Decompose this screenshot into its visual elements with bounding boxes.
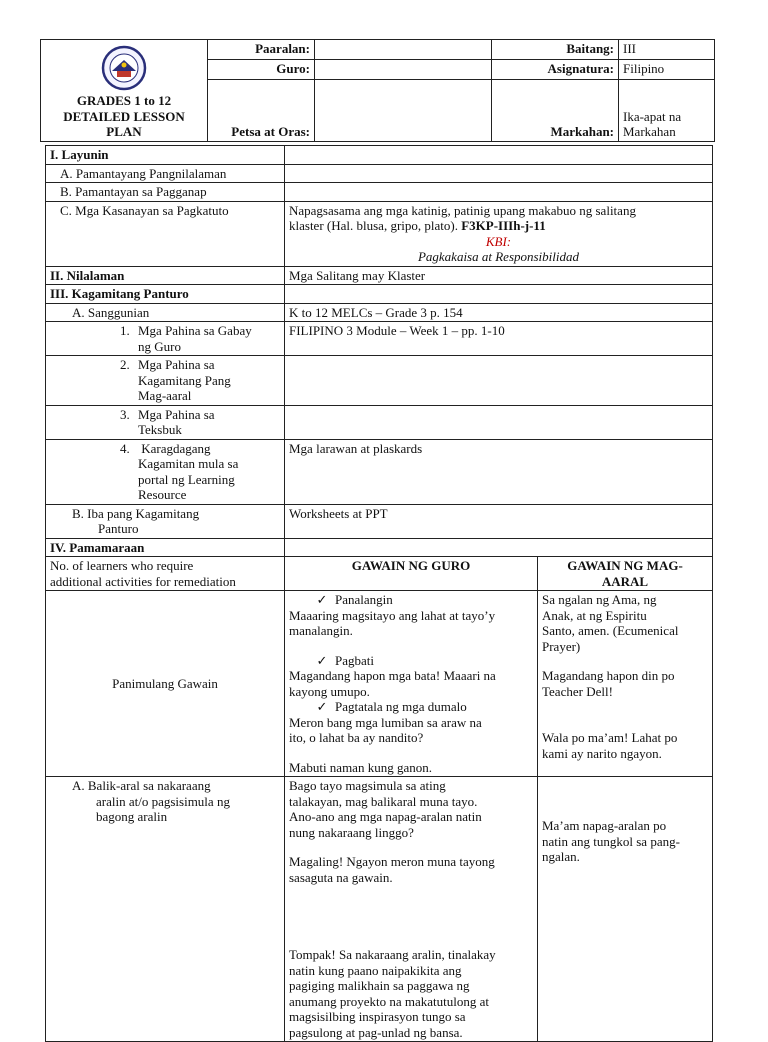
lesson-table — [45, 145, 713, 1042]
remediation-line-1: No. of learners who require — [50, 558, 194, 573]
guro-column-heading: GAWAIN NG GURO — [285, 557, 538, 591]
pagtatala-label: Pagtatala ng mga dumalo — [335, 699, 467, 714]
item-line: Mag-aaral — [138, 388, 192, 403]
kasanayan-row — [46, 201, 713, 266]
guro-value[interactable] — [315, 59, 492, 79]
iba-pang-line-1: B. Iba pang Kagamitang — [72, 505, 200, 521]
petsa-label: Petsa at Oras: — [208, 79, 315, 141]
kagamitan-heading-value — [285, 285, 713, 304]
kagamitan-heading: III. Kagamitang Panturo — [46, 285, 285, 304]
kbi-label: KBI: — [485, 233, 512, 249]
kagamitan-heading-row — [46, 285, 713, 304]
teacher-p3-1: Tompak! Sa nakaraang aralin, tinalakay — [289, 947, 496, 962]
panalangin-label: Panalangin — [335, 592, 393, 607]
kasanayan-line-1: Napagsasama ang mga katinig, patinig upang makabuo ng salitang — [289, 202, 636, 218]
teacher-p3-3: pagiging malikhain sa paggawa ng — [289, 978, 470, 993]
kasanayan-label: C. Mga Kasanayan sa Pagkatuto — [46, 201, 285, 266]
panalangin-line-2: manalangin. — [289, 623, 353, 638]
panimula-student — [538, 591, 713, 777]
student-attendance-2: kami ay narito ngayon. — [542, 745, 662, 761]
panalangin-line-1: Maaaring magsitayo ang lahat at tayo’y — [289, 607, 496, 623]
pagbati-line-2: kayong umupo. — [289, 683, 370, 699]
teacher-p3-6: pagsulong at pag-unlad ng bansa. — [289, 1024, 463, 1040]
mabuti-line: Mabuti naman kung ganon. — [289, 759, 432, 775]
pamamaraan-heading-row — [46, 538, 713, 557]
header-table — [40, 39, 715, 142]
title-line-1: GRADES 1 to 12 — [76, 93, 172, 108]
teacher-p3-4: anumang proyekto na makatutulong at — [289, 993, 490, 1009]
iba-pang-value: Worksheets at PPT — [285, 504, 713, 538]
teacher-p1-4: nung nakaraang linggo? — [289, 824, 414, 840]
student-prayer-3: Santo, amen. (Ecumenical — [542, 623, 679, 638]
balik-line-2: aralin at/o pagsisimula ng — [96, 793, 230, 809]
student-prayer-2: Anak, at ng Espiritu — [542, 607, 647, 623]
kagamitan-item-2-label — [46, 356, 285, 406]
iba-pang-line-2: Panturo — [98, 521, 139, 536]
teacher-p3-5: magsisilbing inspirasyon tungo sa — [289, 1009, 466, 1024]
column-heading-row — [46, 557, 713, 591]
kagamitan-item-4-value: Mga larawan at plaskards — [285, 439, 713, 504]
item-line: Teksbuk — [138, 422, 182, 437]
balik-line-1: A. Balik-aral sa nakaraang — [72, 778, 211, 793]
kagamitan-item-row — [46, 322, 713, 356]
kagamitan-item-1-label — [46, 322, 285, 356]
iba-pang-label — [46, 504, 285, 538]
item-line: portal ng Learning — [138, 471, 235, 487]
guro-label: Guro: — [208, 59, 315, 79]
nilalaman-heading: II. Nilalaman — [46, 266, 285, 285]
paaralan-label: Paaralan: — [208, 40, 315, 60]
remediation-line-2: additional activities for remediation — [50, 573, 236, 589]
title-line-2: DETAILED LESSON — [63, 108, 185, 124]
remediation-label — [46, 557, 285, 591]
pagbati-line-1: Magandang hapon mga bata! Maaari na — [289, 668, 496, 683]
pamantayang-value[interactable] — [285, 164, 713, 183]
item-number: 4. — [120, 440, 130, 456]
item-number: 1. — [120, 323, 130, 338]
balik-line-3: bagong aralin — [96, 809, 168, 824]
item-line: Karagdagang — [138, 440, 211, 456]
baitang-value[interactable]: III — [619, 40, 715, 60]
teacher-p1-2: talakayan, mag balikaral muna tayo. — [289, 793, 478, 809]
deped-seal-icon — [98, 45, 150, 91]
markahan-label: Markahan: — [492, 79, 619, 141]
petsa-value[interactable] — [315, 79, 492, 141]
kagamitan-item-row — [46, 356, 713, 406]
student-p1-1: Ma’am napag-aralan po — [542, 818, 667, 833]
nilalaman-value: Mga Salitang may Klaster — [285, 266, 713, 285]
pagganap-label: B. Pamantayan sa Pagganap — [46, 183, 285, 202]
asignatura-value[interactable]: Filipino — [619, 59, 715, 79]
sanggunian-value: K to 12 MELCs – Grade 3 p. 154 — [285, 303, 713, 322]
title-line-3: PLAN — [106, 124, 142, 139]
student-prayer-4: Prayer) — [542, 638, 581, 654]
markahan-line-2: Markahan — [623, 124, 676, 139]
kagamitan-item-2-value[interactable] — [285, 356, 713, 406]
balik-aral-student — [538, 777, 713, 1042]
layunin-heading-value — [285, 146, 713, 165]
student-p1-3: ngalan. — [542, 849, 580, 864]
item-line: Mga Pahina sa Gabay — [138, 323, 252, 338]
check-icon: ✓ — [316, 592, 328, 607]
kagamitan-item-row — [46, 439, 713, 504]
item-line: Mga Pahina sa — [138, 406, 215, 422]
kagamitan-item-4-label — [46, 439, 285, 504]
balik-aral-teacher — [285, 777, 538, 1042]
student-greeting-2: Teacher Dell! — [542, 683, 613, 699]
kagamitan-item-3-label — [46, 405, 285, 439]
check-icon: ✓ — [316, 652, 328, 668]
teacher-p1-3: Ano-ano ang mga napag-aralan natin — [289, 809, 482, 824]
student-p1-2: natin ang tungkol sa pang- — [542, 833, 680, 849]
kasanayan-value — [285, 201, 713, 266]
markahan-value[interactable] — [619, 79, 715, 141]
iba-pang-row — [46, 504, 713, 538]
item-line: Kagamitan mula sa — [138, 456, 239, 471]
kagamitan-item-1-value: FILIPINO 3 Module – Week 1 – pp. 1-10 — [285, 322, 713, 356]
balik-aral-label — [46, 777, 285, 1042]
magaaral-heading-line-2: AARAL — [601, 573, 649, 589]
student-greeting-1: Magandang hapon din po — [542, 668, 675, 683]
kbi-value: Pagkakaisa at Responsibilidad — [417, 249, 580, 264]
pamantayang-label: A. Pamantayang Pangnilalaman — [46, 164, 285, 183]
sanggunian-label: A. Sanggunian — [46, 303, 285, 322]
markahan-line-1: Ika-apat na — [623, 108, 682, 124]
pamamaraan-heading: IV. Pamamaraan — [46, 538, 285, 557]
magaaral-heading-line-1: GAWAIN NG MAG- — [567, 558, 683, 573]
item-line: ng Guro — [138, 338, 181, 354]
pamantayang-row — [46, 164, 713, 183]
paaralan-value[interactable] — [315, 40, 492, 60]
panimula-teacher — [285, 591, 538, 777]
title-cell — [41, 40, 208, 142]
kagamitan-item-row — [46, 405, 713, 439]
kasanayan-line-2: klaster (Hal. blusa, gripo, plato). — [289, 218, 458, 233]
panimula-row — [46, 591, 713, 777]
item-number: 2. — [120, 357, 130, 372]
student-attendance-1: Wala po ma’am! Lahat po — [542, 730, 678, 745]
layunin-heading: I. Layunin — [46, 146, 285, 165]
teacher-p3-2: natin kung paano naipakikita ang — [289, 962, 462, 978]
balik-aral-row — [46, 777, 713, 1042]
item-line: Kagamitang Pang — [138, 372, 231, 388]
pamamaraan-heading-value — [285, 538, 713, 557]
teacher-p2-1: Magaling! Ngayon meron muna tayong — [289, 854, 495, 869]
baitang-label: Baitang: — [492, 40, 619, 60]
teacher-p1-1: Bago tayo magsimula sa ating — [289, 778, 446, 793]
magaaral-column-heading — [538, 557, 713, 591]
kasanayan-code: F3KP-IIIh-j-11 — [461, 218, 546, 233]
layunin-heading-row — [46, 146, 713, 165]
asignatura-label: Asignatura: — [492, 59, 619, 79]
pagtatala-line-1: Meron bang mga lumiban sa araw na — [289, 714, 482, 730]
teacher-p2-2: sasaguta na gawain. — [289, 869, 393, 885]
kasanayan-line-2-wrap — [289, 218, 708, 234]
pagbati-label: Pagbati — [335, 652, 374, 668]
kagamitan-item-3-value[interactable] — [285, 405, 713, 439]
item-number: 3. — [120, 406, 130, 422]
sanggunian-row — [46, 303, 713, 322]
item-line: Mga Pahina sa — [138, 357, 215, 372]
pagganap-value[interactable] — [285, 183, 713, 202]
pagtatala-line-2: ito, o lahat ba ay nandito? — [289, 730, 424, 745]
pagganap-row — [46, 183, 713, 202]
student-prayer-1: Sa ngalan ng Ama, ng — [542, 592, 657, 607]
nilalaman-row — [46, 266, 713, 285]
item-line: Resource — [138, 487, 187, 502]
panimula-label: Panimulang Gawain — [46, 591, 285, 777]
check-icon: ✓ — [316, 699, 328, 714]
